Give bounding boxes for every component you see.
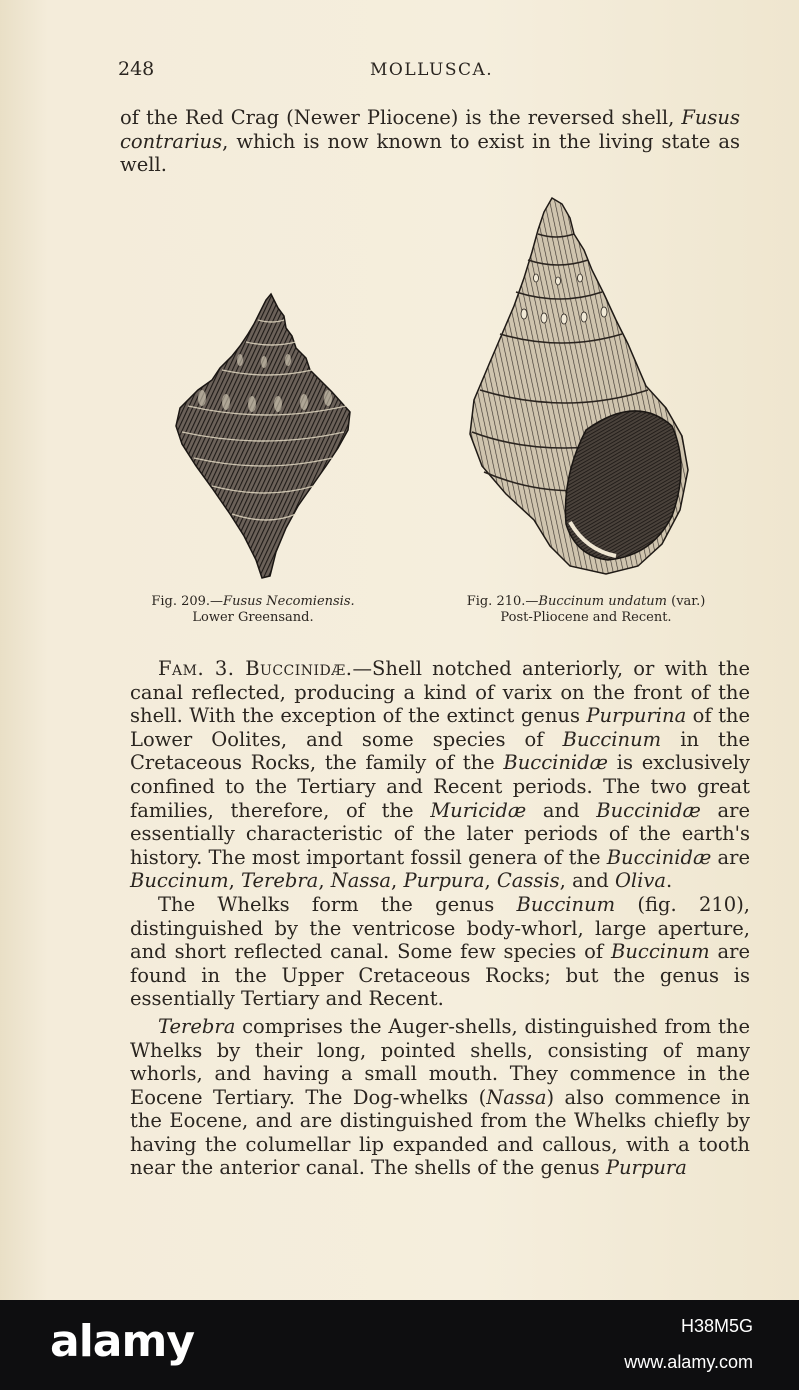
fig-209-shell-illustration: [172, 290, 354, 582]
paragraph-whelks: The Whelks form the genus Buccinum (fig. 210), distinguished by the ventricose body-whorl, large aperture, and short reflected canal. Some few species of Buccinum are found in the Upper Cretaceous Rocks; but the genus is essentially Tertiary and Recent.: [130, 892, 751, 1011]
fig-210-shell-illustration: [466, 194, 694, 576]
fig-210-caption: Fig. 210.—Buccinum undatum (var.) Post-Pliocene and Recent.: [466, 594, 706, 625]
image-code: H38M5G: [680, 1316, 753, 1336]
paragraph-buccinidae: Fam. 3. Buccinidæ.—Shell notched anteriorly, or with the canal reflected, producing a kind of varix on the front of the shell. With the exception of the extinct genus Purpurina of the Lower Oolites, and some species of Buccinum in the Cretaceous Rocks, the family of the Buccinidæ is exclusively confined to the Tertiary and Recent periods. The two great families, therefore, of the Muricidæ and Buccinidæ are essentially characteristic of the later periods of the earth's history. The most important fossil genera of the Buccinidæ are Buccinum, Terebra, Nassa, Purpura, Cassis, and Oliva.: [130, 657, 751, 893]
fig-209-caption: Fig. 209.—Fusus Necomiensis. Lower Greensand.: [151, 594, 355, 625]
site-url: www.alamy.com: [624, 1352, 753, 1372]
body-text: [130, 657, 750, 1180]
running-head: MOLLUSCA.: [370, 60, 494, 80]
lead-paragraph: of the Red Crag (Newer Pliocene) is the reversed shell, Fusus contrarius, which is now known to exist in the living state as well.: [120, 106, 740, 177]
paragraph-terebra: Terebra comprises the Auger-shells, distinguished from the Whelks by their long, pointed shells, consisting of many whorls, and having a small mouth. They commence in the Eocene Tertiary. The Dog-whelks (Nassa) also commence in the Eocene, and are distinguished from the Whelks chiefly by having the columellar lip expanded and callous, with a tooth near the anterior canal. The shells of the genus Purpura: [130, 1014, 750, 1180]
alamy-logo: alamy: [50, 1316, 194, 1367]
page-number: 248: [118, 58, 155, 80]
page-header: [118, 58, 749, 88]
stock-watermark-banner: [0, 1300, 799, 1390]
